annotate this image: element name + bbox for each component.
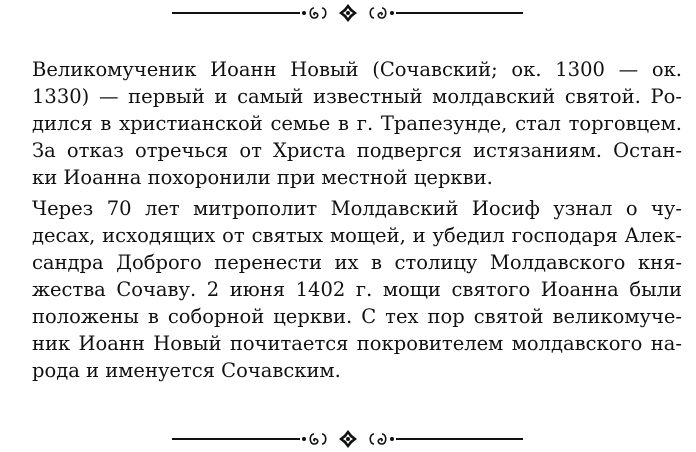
paragraph-line: дился в христианской семье в г. Трапезунде, стал торговцем. [32, 112, 682, 135]
top-ornament [0, 0, 696, 26]
paragraph-line: ки Иоанна похоронили при местной церкви. [32, 166, 493, 189]
paragraph-2 [14, 195, 682, 384]
paragraph-line: жества Сочаву. 2 июня 1402 г. мощи святого Иоанна были [32, 278, 682, 301]
paragraph-1 [14, 56, 682, 191]
paragraph-line: ник Иоанн Новый почитается покровителем молдавского на- [32, 332, 682, 355]
paragraph-line: 1330) — первый и самый известный молдавский святой. Ро- [32, 85, 682, 108]
paragraph-line: Великомученик Иоанн Новый (Сочавский; ок. 1300 — ок. [32, 58, 682, 81]
paragraph-line: положены в соборной церкви. С тех пор святой великомуче- [32, 305, 682, 328]
paragraph-line: десах, исходящих от святых мощей, и убедил господаря Алек- [32, 224, 682, 247]
paragraph-line: За отказ отречься от Христа подвергся истязаниям. Остан- [32, 139, 682, 162]
article-text [14, 56, 682, 384]
paragraph-line: сандра Доброго перенести их в столицу Молдавского кня- [32, 251, 682, 274]
paragraph-line: рода и именуется Сочавским. [32, 359, 341, 382]
bottom-ornament [0, 426, 696, 452]
paragraph-line: Через 70 лет митрополит Молдавский Иосиф узнал о чу- [32, 197, 682, 220]
ornament-divider-icon [0, 426, 696, 452]
ornament-divider-icon [0, 0, 696, 26]
